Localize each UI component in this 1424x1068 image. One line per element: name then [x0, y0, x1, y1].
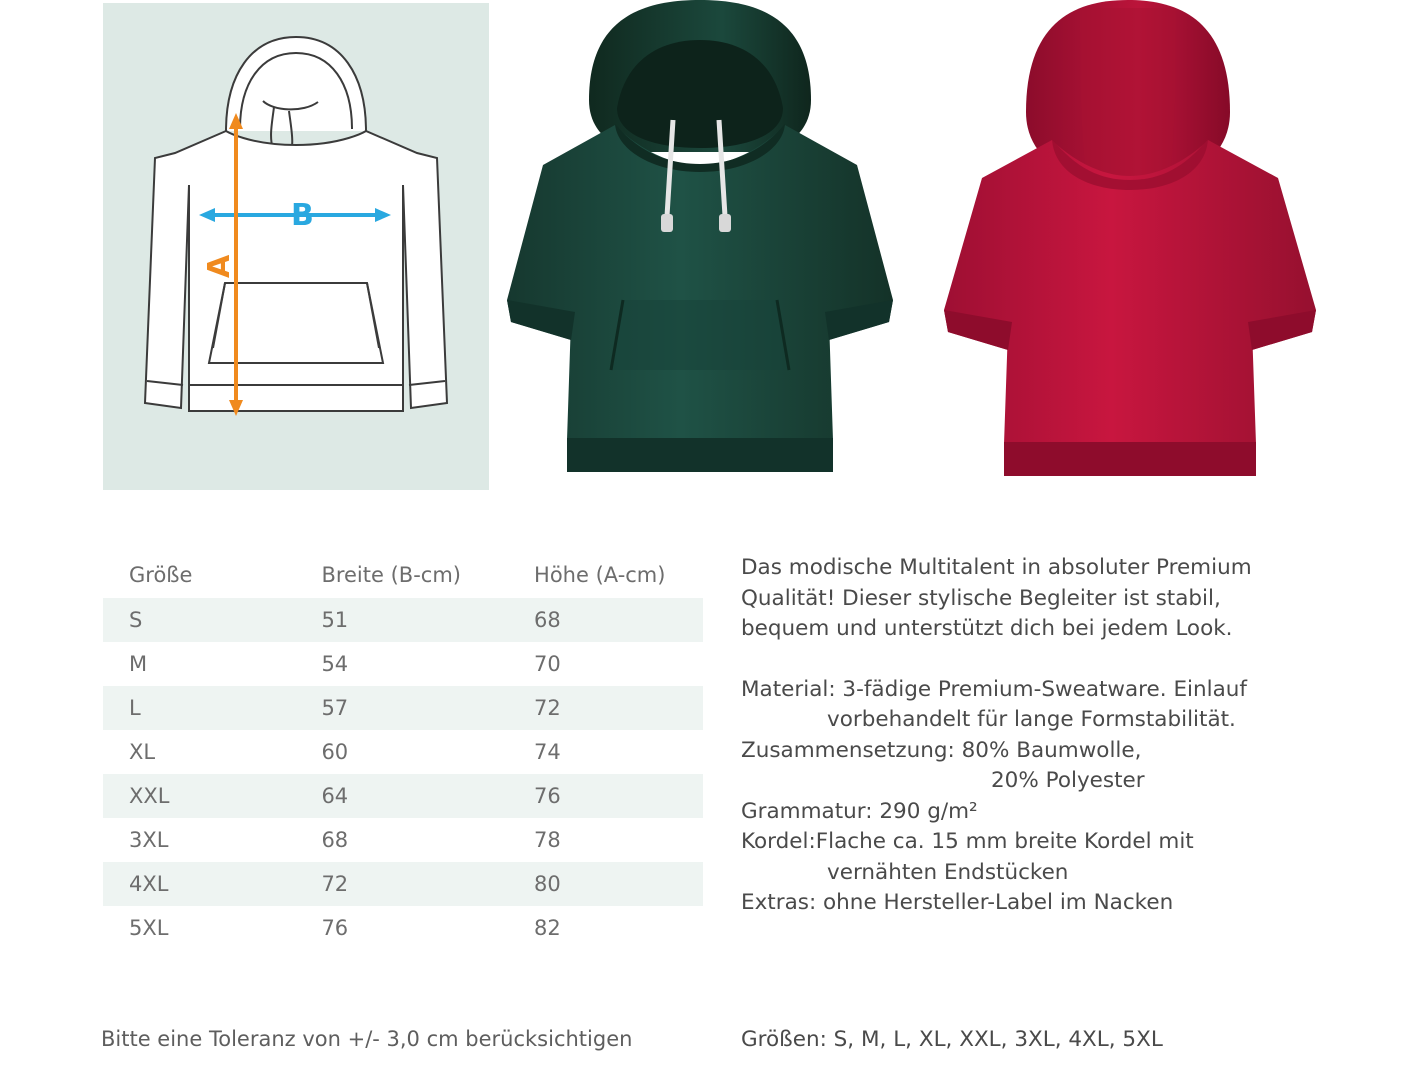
- spacer: [741, 645, 1341, 675]
- desc-material-line1: Material: 3-fädige Premium-Sweatware. Einlauf: [741, 676, 1247, 702]
- cell-width: 68: [295, 818, 508, 862]
- cell-height: 72: [508, 686, 703, 730]
- desc-material-line2: vorbehandelt für lange Formstabilität.: [827, 707, 1236, 732]
- product-images-row: [0, 0, 1424, 500]
- cell-height: 68: [508, 598, 703, 642]
- table-row: [103, 642, 703, 686]
- desc-composition-line1: Zusammensetzung: 80% Baumwolle,: [741, 737, 1142, 763]
- desc-intro-line3: bequem und unterstützt dich bei jedem Look.: [741, 616, 1233, 641]
- table-row: [103, 686, 703, 730]
- cell-height: 76: [508, 774, 703, 818]
- table-row: [103, 774, 703, 818]
- table-header-row: [103, 552, 703, 598]
- cell-size: 3XL: [103, 818, 295, 862]
- size-table: [103, 552, 703, 950]
- width-label: B: [291, 198, 314, 233]
- table-row: [103, 906, 703, 950]
- cell-width: 76: [295, 906, 508, 950]
- desc-composition-line2: 20% Polyester: [991, 768, 1145, 793]
- table-row: [103, 862, 703, 906]
- desc-cord-line2: vernähten Endstücken: [827, 859, 1069, 885]
- desc-intro-line1: Das modische Multitalent in absoluter Premium: [741, 555, 1252, 580]
- cell-size: 4XL: [103, 862, 295, 906]
- cell-height: 70: [508, 642, 703, 686]
- hoodie-back-red: [930, 0, 1330, 490]
- product-description: [741, 553, 1341, 919]
- hoodie-technical-drawing: [103, 3, 489, 490]
- cell-height: 74: [508, 730, 703, 774]
- table-row: [103, 730, 703, 774]
- cell-width: 60: [295, 730, 508, 774]
- cell-size: 5XL: [103, 906, 295, 950]
- cell-width: 72: [295, 862, 508, 906]
- header-size: Größe: [103, 552, 295, 598]
- table-row: [103, 818, 703, 862]
- height-label: A: [202, 254, 237, 278]
- cell-size: XL: [103, 730, 295, 774]
- desc-intro-line2: Qualität! Dieser stylische Begleiter ist stabil,: [741, 585, 1221, 611]
- cell-height: 78: [508, 818, 703, 862]
- cell-size: L: [103, 686, 295, 730]
- cell-size: M: [103, 642, 295, 686]
- desc-sizes: Größen: S, M, L, XL, XXL, 3XL, 4XL, 5XL: [741, 1027, 1163, 1052]
- cell-height: 80: [508, 862, 703, 906]
- header-width: Breite (B-cm): [295, 552, 508, 598]
- desc-weight: Grammatur: 290 g/m²: [741, 798, 978, 824]
- desc-cord-line1: Kordel:Flache ca. 15 mm breite Kordel mit: [741, 829, 1194, 854]
- table-row: [103, 598, 703, 642]
- header-height: Höhe (A-cm): [508, 552, 703, 598]
- size-diagram-panel: [103, 3, 489, 490]
- cell-width: 54: [295, 642, 508, 686]
- cell-size: S: [103, 598, 295, 642]
- desc-extras: Extras: ohne Hersteller-Label im Nacken: [741, 890, 1174, 915]
- cell-width: 57: [295, 686, 508, 730]
- cell-width: 51: [295, 598, 508, 642]
- cell-size: XXL: [103, 774, 295, 818]
- size-table-wrapper: [103, 552, 703, 950]
- hoodie-front-green: [497, 0, 907, 490]
- cell-height: 82: [508, 906, 703, 950]
- tolerance-note: Bitte eine Toleranz von +/- 3,0 cm berücksichtigen: [101, 1027, 633, 1051]
- cell-width: 64: [295, 774, 508, 818]
